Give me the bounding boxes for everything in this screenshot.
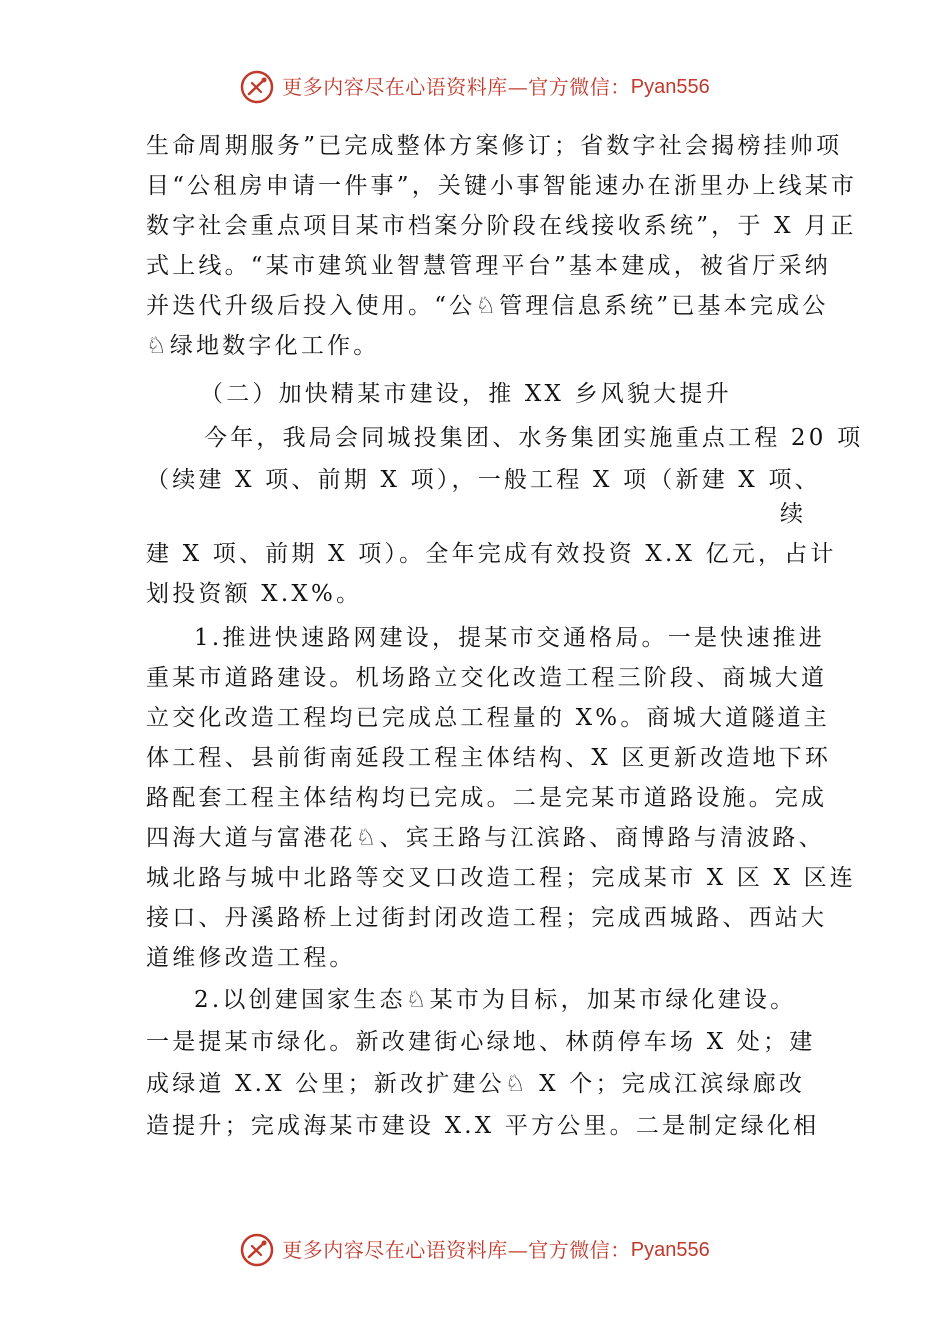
body-line: 今年，我局会同城投集团、水务集团实施重点工程 20 项 (204, 425, 864, 451)
body-line: 体工程、县前街南延段工程主体结构、X 区更新改造地下环 (146, 745, 832, 771)
section-heading: （二）加快精某市建设，推 XX 乡风貌大提升 (200, 381, 732, 407)
body-line: 立交化改造工程均已完成总工程量的 X%。商城大道隧道主 (146, 705, 830, 731)
body-line: 目“公租房申请一件事”，关键小事智能速办在浙里办上线某市 (146, 173, 858, 199)
body-line: （续建 X 项、前期 X 项），一般工程 X 项（新建 X 项、 (146, 467, 821, 493)
body-line: 接口、丹溪路桥上过街封闭改造工程；完成西城路、西站大 (146, 905, 828, 931)
body-line: 式上线。“某市建筑业智慧管理平台”基本建成，被省厅采纳 (146, 253, 831, 279)
body-line: 2.以创建国家生态♘某市为目标，加某市绿化建设。 (194, 987, 797, 1013)
watermark-text: 更多内容尽在心语资料库—官方微信： (282, 1238, 631, 1262)
body-line: 城北路与城中北路等交叉口改造工程；完成某市 X 区 X 区连 (146, 865, 856, 891)
watermark-logo-icon (240, 1233, 274, 1267)
body-line: 生命周期服务”已完成整体方案修订；省数字社会揭榜挂帅项 (146, 133, 843, 159)
body-line: 数字社会重点项目某市档案分阶段在线接收系统”，于 X 月正 (146, 213, 857, 239)
body-line: 路配套工程主体结构均已完成。二是完某市道路设施。完成 (146, 785, 828, 811)
watermark-logo-icon (240, 70, 274, 104)
body-line: 续 (780, 501, 807, 527)
watermark-wechat-id: Pyan556 (630, 1239, 710, 1261)
watermark-text: 更多内容尽在心语资料库—官方微信： (282, 75, 631, 99)
body-line: 建 X 项、前期 X 项）。全年完成有效投资 X.X 亿元，占计 (146, 541, 837, 567)
body-line: ♘绿地数字化工作。 (146, 333, 380, 359)
body-line: 一是提某市绿化。新改建街心绿地、林荫停车场 X 处；建 (146, 1029, 816, 1055)
watermark-wechat-id: Pyan556 (630, 76, 710, 98)
body-line: 重某市道路建设。机场路立交化改造工程三阶段、商城大道 (146, 665, 828, 691)
body-line: 道维修改造工程。 (146, 945, 356, 971)
body-line: 并迭代升级后投入使用。“公♘管理信息系统”已基本完成公 (146, 293, 829, 319)
body-line: 造提升；完成海某市建设 X.X 平方公里。二是制定绿化相 (146, 1113, 820, 1139)
body-line: 成绿道 X.X 公里；新改扩建公♘ X 个；完成江滨绿廊改 (146, 1071, 806, 1097)
body-line: 四海大道与富港花♘、宾王路与江滨路、商博路与清波路、 (146, 825, 825, 851)
body-line: 划投资额 X.X%。 (146, 581, 363, 607)
watermark-banner-top (0, 70, 950, 104)
body-line: 1.推进快速路网建设，提某市交通格局。一是快速推进 (194, 625, 825, 651)
watermark-banner-bottom (0, 1233, 950, 1267)
